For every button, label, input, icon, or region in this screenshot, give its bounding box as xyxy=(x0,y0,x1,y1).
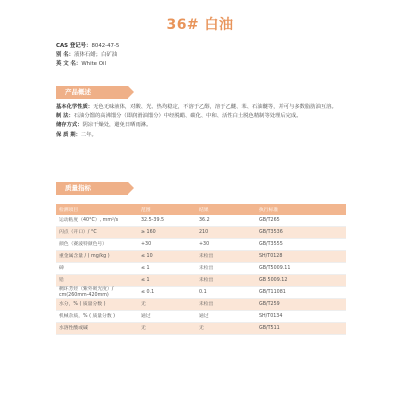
column-header-result: 结果 xyxy=(196,204,256,215)
overview-paragraph xyxy=(56,121,342,130)
table-row xyxy=(56,299,346,311)
cell-range: ≤ 1 xyxy=(138,263,196,275)
info-value: 液体石蜡；白矿油 xyxy=(74,52,118,59)
cell-item: 颜色（赛波特颜色号） xyxy=(56,239,138,251)
cell-range: 通过 xyxy=(138,311,196,323)
quality-table-wrap xyxy=(56,204,346,335)
overview-value: 无色无味液体，对酸、光、热均稳定，不溶于乙醇，溶于乙醚、苯、石油醚等，并可与多数脂肪油互溶。 xyxy=(93,104,337,110)
overview-value: 阴凉干燥处，避免日晒雨淋。 xyxy=(82,122,152,129)
product-info xyxy=(56,42,356,70)
overview-value: 石油分馏的高沸馏分（即润滑油馏分）中经脱蜡、碳化、中和、活性白土脱色精制等处理后完成。 xyxy=(73,113,302,120)
cell-range: ≤ 10 xyxy=(138,251,196,263)
table-row xyxy=(56,323,346,335)
cell-range: 32.5-39.5 xyxy=(138,215,196,227)
table-row xyxy=(56,215,346,227)
overview-value: 二年。 xyxy=(80,131,97,138)
cell-range: ≥ 160 xyxy=(138,227,196,239)
info-key: 别 名： xyxy=(56,52,75,59)
cell-result: 未检出 xyxy=(196,299,256,311)
cell-range: ≤ 0.1 xyxy=(138,287,196,299)
info-row-cas xyxy=(56,42,356,51)
overview-body xyxy=(56,103,342,140)
cell-range: 无 xyxy=(138,299,196,311)
cell-range: +30 xyxy=(138,239,196,251)
table-row xyxy=(56,251,346,263)
overview-paragraph xyxy=(56,131,342,140)
info-key: CAS 登记号： xyxy=(56,43,92,49)
table-row xyxy=(56,239,346,251)
cell-item: 闪点（开口）/ °C xyxy=(56,227,138,239)
cell-standard: GB/T265 xyxy=(256,215,346,227)
overview-key: 制 法： xyxy=(56,113,74,120)
cell-result: 通过 xyxy=(196,311,256,323)
cell-item: 机械杂质，% ( 质量分数 ) xyxy=(56,311,138,323)
cell-result: 未检出 xyxy=(196,251,256,263)
section-heading-quality: 质量指标 xyxy=(56,182,128,195)
cell-item: 稠环芳烃（紫外吸光度）/ cm(260mm-420mm) xyxy=(56,287,138,299)
cell-result: 未检出 xyxy=(196,263,256,275)
overview-paragraph xyxy=(56,112,342,121)
table-row xyxy=(56,287,346,299)
cell-item: 铅 xyxy=(56,275,138,287)
cell-item: 重金属含量 / ( mg/kg ) xyxy=(56,251,138,263)
cell-standard: GB/T511 xyxy=(256,323,346,335)
table-row xyxy=(56,311,346,323)
page-title: 36# 白油 xyxy=(166,17,234,33)
cell-item: 砷 xyxy=(56,263,138,275)
overview-key: 基本化学性质： xyxy=(56,104,94,110)
cell-standard: SH/T0128 xyxy=(256,251,346,263)
cell-item: 水分，% ( 质量分数 ) xyxy=(56,299,138,311)
table-header-row xyxy=(56,204,346,215)
cell-result: 210 xyxy=(196,227,256,239)
overview-key: 保 质 期： xyxy=(56,131,81,138)
cell-result: 无 xyxy=(196,323,256,335)
column-header-range: 范围 xyxy=(138,204,196,215)
info-value: 8042-47-5 xyxy=(91,43,120,49)
cell-result: 0.1 xyxy=(196,287,256,299)
overview-paragraph xyxy=(56,103,342,112)
cell-standard: GB/T5009.11 xyxy=(256,263,346,275)
cell-standard: GB/T3536 xyxy=(256,227,346,239)
column-header-item: 检测项目 xyxy=(56,204,138,215)
cell-standard: GB/T11081 xyxy=(256,287,346,299)
cell-result: 未检出 xyxy=(196,275,256,287)
section-heading-overview: 产品概述 xyxy=(56,86,128,99)
table-row xyxy=(56,275,346,287)
cell-item: 运动粘度（40°C）, mm²/s xyxy=(56,215,138,227)
table-row xyxy=(56,227,346,239)
info-row-english-name xyxy=(56,60,356,69)
cell-range: 无 xyxy=(138,323,196,335)
cell-range: ≤ 1 xyxy=(138,275,196,287)
info-key: 英 文 名： xyxy=(56,61,82,68)
cell-result: +30 xyxy=(196,239,256,251)
table-row xyxy=(56,263,346,275)
quality-table xyxy=(56,204,346,335)
cell-standard: GB/T3555 xyxy=(256,239,346,251)
cell-standard: GB 5009.12 xyxy=(256,275,346,287)
cell-item: 水溶性酸或碱 xyxy=(56,323,138,335)
cell-standard: GB/T259 xyxy=(256,299,346,311)
cell-result: 36.2 xyxy=(196,215,256,227)
table-body xyxy=(56,215,346,335)
cell-standard: SH/T0134 xyxy=(256,311,346,323)
overview-key: 储存方式： xyxy=(56,122,83,129)
column-header-standard: 执行标准 xyxy=(256,204,346,215)
info-value: White Oil xyxy=(81,61,106,68)
info-row-alias xyxy=(56,51,356,60)
